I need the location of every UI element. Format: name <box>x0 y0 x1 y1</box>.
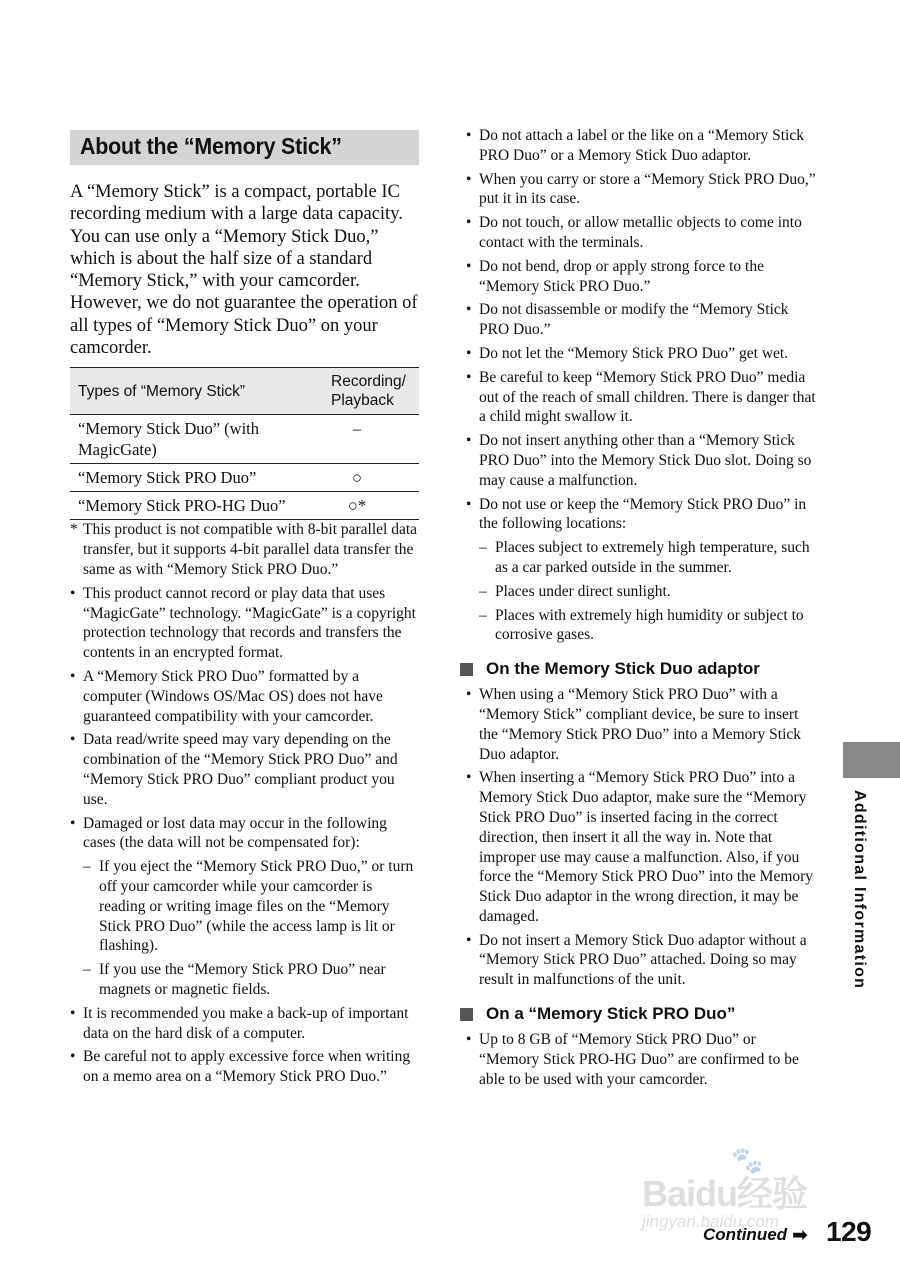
list-item: • Do not insert a Memory Stick Duo adaptor without a “Memory Stick PRO Duo” attached. Doing so may result in malfunctions of the unit. <box>466 931 816 990</box>
right-column <box>466 126 816 1093</box>
list-item: • When using a “Memory Stick PRO Duo” with a “Memory Stick” compliant device, be sure to insert the “Memory Stick PRO Duo” into a Memory Stick Duo adaptor. <box>466 685 816 764</box>
list-item: • Do not let the “Memory Stick PRO Duo” get wet. <box>466 344 816 364</box>
list-item: • Do not attach a label or the like on a “Memory Stick PRO Duo” or a Memory Stick Duo adaptor. <box>466 126 816 166</box>
list-item-text: Do not use or keep the “Memory Stick PRO Duo” in the following locations: <box>479 495 807 533</box>
list-item: • Be careful to keep “Memory Stick PRO Duo” media out of the reach of small children. There is danger that a child might swallow it. <box>466 368 816 427</box>
table-header-row <box>70 368 419 415</box>
sub-list-item: – If you use the “Memory Stick PRO Duo” near magnets or magnetic fields. <box>83 960 419 1000</box>
list-item: • Be careful not to apply excessive force when writing on a memo area on a “Memory Stick PRO Duo.” <box>70 1047 419 1087</box>
locations-list <box>479 538 816 645</box>
column-header-recording: Recording/ Playback <box>323 368 419 415</box>
section-heading <box>70 130 419 165</box>
chapter-tab <box>843 742 900 778</box>
list-item: • Data read/write speed may vary depending on the combination of the “Memory Stick PRO Duo” and “Memory Stick PRO Duo” compliant product you use. <box>70 730 419 809</box>
list-item: • A “Memory Stick PRO Duo” formatted by a computer (Windows OS/Mac OS) does not have guaranteed compatibility with your camcorder. <box>70 667 419 726</box>
list-item: • When inserting a “Memory Stick PRO Duo” into a Memory Stick Duo adaptor, make sure the “Memory Stick PRO Duo” is inserted facing in the correct direction, then insert it all the way in. Note that improper use may cause a malfunction. Also, if you force the “Memory Stick PRO Duo” into the Memory Stick Duo adaptor in the wrong direction, it may be damaged. <box>466 768 816 926</box>
adaptor-heading <box>460 659 816 679</box>
sub-list-item: – Places subject to extremely high temperature, such as a car parked outside in the summer. <box>479 538 816 578</box>
list-item: • Do not disassemble or modify the “Memory Stick PRO Duo.” <box>466 300 816 340</box>
watermark-brand: Baidu经验 <box>642 1173 808 1214</box>
sub-list-item: – Places under direct sunlight. <box>479 582 816 602</box>
footnote: * This product is not compatible with 8-bit parallel data transfer, but it supports 4-bit parallel data transfer the same as with “Memory Stick PRO Duo.” <box>70 520 419 579</box>
left-notes-list <box>70 520 419 1087</box>
type-cell: “Memory Stick Duo” (with MagicGate) <box>70 415 323 464</box>
pro-duo-heading <box>460 1004 816 1024</box>
adaptor-title: On the Memory Stick Duo adaptor <box>486 659 760 679</box>
handling-list <box>466 126 816 645</box>
paw-icon: 🐾 <box>731 1146 764 1175</box>
sub-list-item: – Places with extremely high humidity or subject to corrosive gases. <box>479 606 816 646</box>
sub-list-item: – If you eject the “Memory Stick PRO Duo,” or turn off your camcorder while your camcorder is reading or writing image files on the “Memory Stick PRO Duo” (while the access lamp is lit or flashing). <box>83 857 419 956</box>
left-column <box>70 130 419 1091</box>
list-item: • Do not insert anything other than a “Memory Stick PRO Duo” into the Memory Stick Duo slot. Doing so may cause a malfunction. <box>466 431 816 490</box>
memory-stick-types-table <box>70 367 419 520</box>
adaptor-list <box>466 685 816 990</box>
list-item <box>466 495 816 646</box>
column-header-types: Types of “Memory Stick” <box>70 368 323 415</box>
support-cell: ○ <box>323 464 419 492</box>
list-item: • Do not bend, drop or apply strong force to the “Memory Stick PRO Duo.” <box>466 257 816 297</box>
intro-paragraph: A “Memory Stick” is a compact, portable IC recording medium with a large data capacity. <box>70 182 403 225</box>
type-cell: “Memory Stick PRO-HG Duo” <box>70 492 323 520</box>
page-number: 129 <box>826 1216 872 1247</box>
square-bullet-icon <box>460 1008 473 1021</box>
chapter-label: Additional Information <box>851 790 868 990</box>
support-cell: ○* <box>323 492 419 520</box>
arrow-right-icon: ➡ <box>792 1224 808 1246</box>
table-row <box>70 492 419 520</box>
list-item-text: Damaged or lost data may occur in the following cases (the data will not be compensated for): <box>83 814 387 852</box>
continued-label: Continued <box>703 1225 788 1244</box>
pro-duo-list <box>466 1030 816 1089</box>
table-row <box>70 464 419 492</box>
square-bullet-icon <box>460 663 473 676</box>
damage-cases-list <box>83 857 419 1000</box>
list-item: • It is recommended you make a back-up of important data on the hard disk of a computer. <box>70 1004 419 1044</box>
list-item: • When you carry or store a “Memory Stick PRO Duo,” put it in its case. <box>466 170 816 210</box>
intro <box>70 181 419 359</box>
intro-paragraph: You can use only a “Memory Stick Duo,” which is about the half size of a standard “Memory Stick,” with your camcorder. However, we do not guarantee the operation of all types of “Memory Stick Duo” on your camcorder. <box>70 226 418 359</box>
list-item <box>70 814 419 1000</box>
support-cell: – <box>323 415 419 464</box>
list-item: • This product cannot record or play data that uses “MagicGate” technology. “MagicGate” is a copyright protection technology that records and transfers the contents in an encrypted format. <box>70 584 419 663</box>
type-cell: “Memory Stick PRO Duo” <box>70 464 323 492</box>
list-item: • Up to 8 GB of “Memory Stick PRO Duo” or “Memory Stick PRO-HG Duo” are confirmed to be able to be used with your camcorder. <box>466 1030 816 1089</box>
section-title: About the “Memory Stick” <box>80 133 342 159</box>
watermark-url: jingyan.baidu.com <box>642 1212 780 1231</box>
pro-duo-title: On a “Memory Stick PRO Duo” <box>486 1004 736 1024</box>
table-row <box>70 415 419 464</box>
list-item: • Do not touch, or allow metallic objects to come into contact with the terminals. <box>466 213 816 253</box>
